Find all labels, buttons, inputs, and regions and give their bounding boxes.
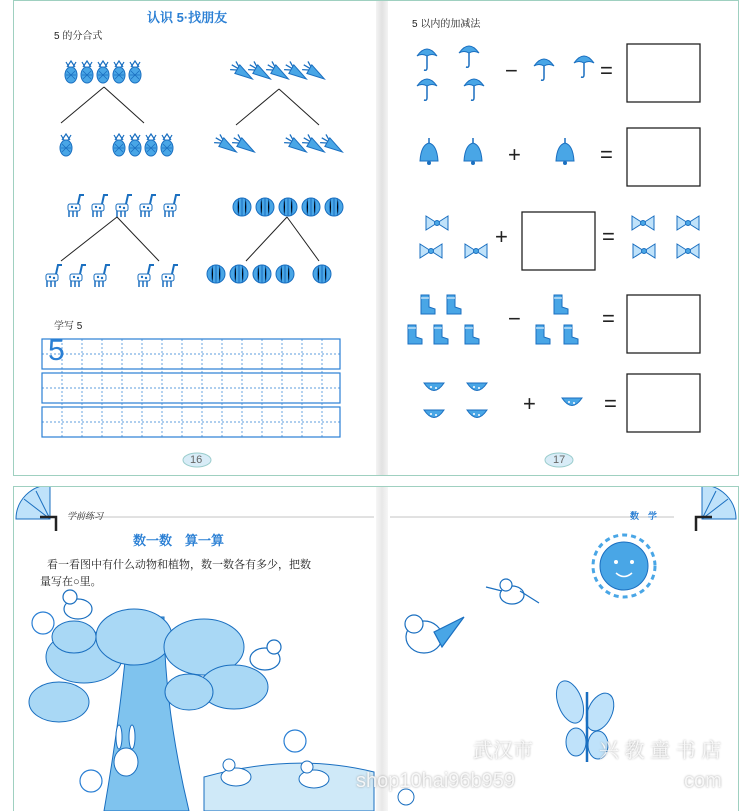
page-header-right: 数 学 [630,511,658,521]
section-heading-arithmetic: 5 以内的加减法 [412,19,481,30]
fan-decoration-right [696,487,736,531]
instruction-line-1: 看一看图中有什么动物和植物，数一数各有多少，把数 [47,559,311,571]
page-title: 认识 5·找朋友 [147,10,228,25]
page-number-left: 16 [190,454,203,466]
plus-sign: + [523,391,536,416]
boot-icon [408,295,578,344]
bell-icon [420,138,574,165]
watermelon-icon [207,198,343,283]
equals-sign: = [600,142,613,167]
page-header-left: 学前练习 [67,511,104,521]
decomposition-illustrations [14,1,738,475]
minus-sign: − [508,306,521,331]
watermark-url: com [684,770,722,792]
plus-sign: + [508,142,521,167]
section-heading-decomposition: 5 的分合式 [54,31,103,42]
pineapple-icon [60,61,173,156]
sun-icon [593,535,655,597]
giraffe-icon [46,195,180,287]
instruction-line-2: 量写在○里。 [40,576,102,588]
equals-sign: = [602,224,615,249]
carrot-icon [213,60,346,155]
page-number-right: 17 [553,454,566,466]
writing-grid [42,339,340,437]
workbook-spread-top [13,0,739,476]
page-title: 数一数 算一算 [133,533,225,548]
watermark-text: 兴 教 童 书 店 [599,740,722,762]
minus-sign: − [505,58,518,83]
watermark-url: shop10hai96b959 [356,770,516,792]
workbook-spread-bottom [13,486,739,811]
fan-decoration-left [16,487,56,531]
equals-sign: = [604,391,617,416]
equals-sign: = [602,306,615,331]
equals-sign: = [600,58,613,83]
practice-digit: 5 [48,334,65,367]
watermelon-slice-icon [424,383,582,418]
section-heading-writing: 学写 5 [54,321,83,332]
watermark-text: 武汉市 [473,740,533,762]
plus-sign: + [495,224,508,249]
